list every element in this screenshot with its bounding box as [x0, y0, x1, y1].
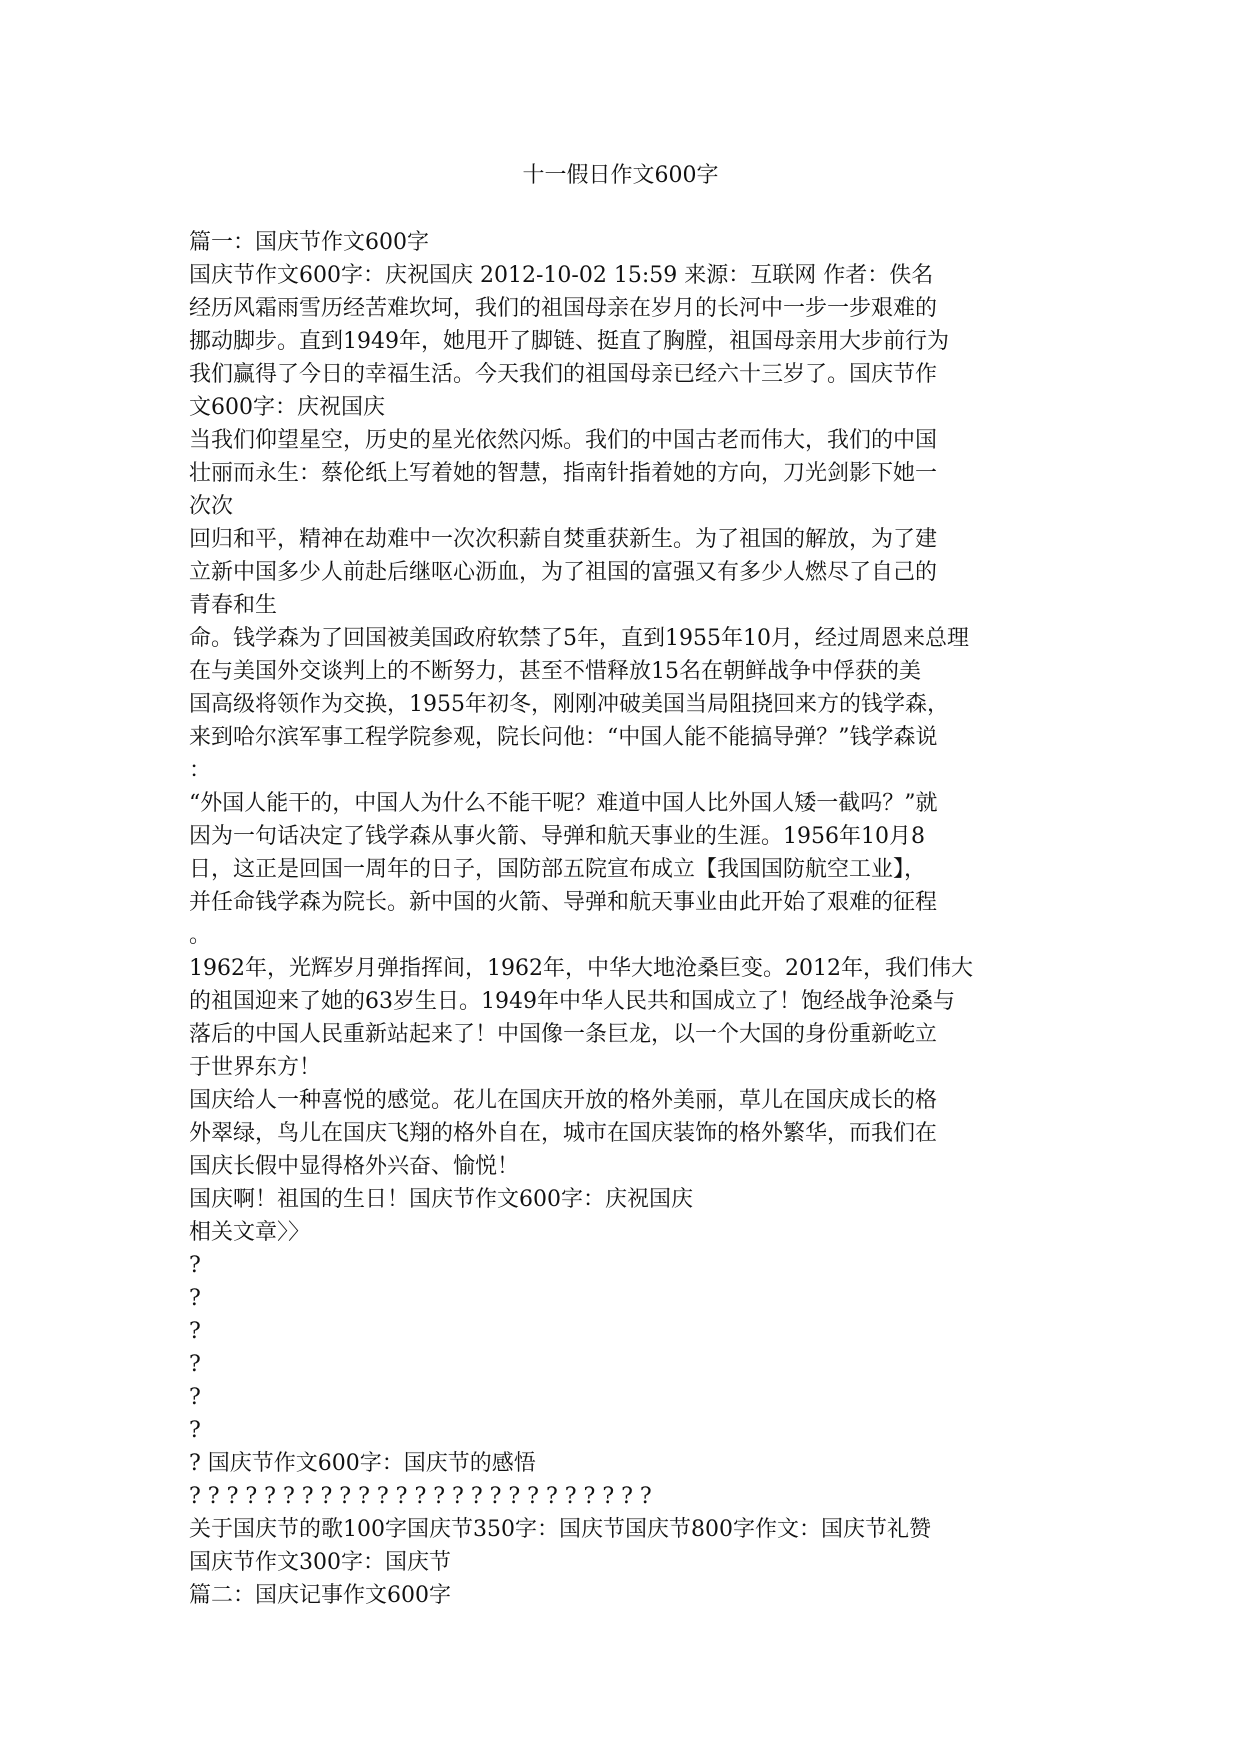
text-line: 在与美国外交谈判上的不断努力，甚至不惜释放15名在朝鲜战争中俘获的美	[189, 659, 921, 684]
text-line: 落后的中国人民重新站起来了！中国像一条巨龙，以一个大国的身份重新屹立	[189, 1022, 938, 1047]
text-line: 因为一句话决定了钱学森从事火箭、导弹和航天事业的生涯。1956年10月8	[189, 824, 925, 849]
text-line: 国高级将领作为交换，1955年初冬，刚刚冲破美国当局阻挠回来方的钱学森，	[189, 692, 949, 717]
text-line: 文600字：庆祝国庆	[189, 395, 385, 420]
text-line: 次次	[189, 494, 234, 519]
text-line: “外国人能干的，中国人为什么不能干呢？难道中国人比外国人矮一截吗？”就	[189, 791, 938, 816]
text-line: 命。钱学森为了回国被美国政府软禁了5年，直到1955年10月，经过周恩来总理	[189, 626, 969, 651]
text-line: ? ? ? ? ? ? ? ? ? ? ? ? ? ? ? ? ? ? ? ? ? ? ? ? ?	[189, 1484, 652, 1509]
text-line: 于世界东方！	[189, 1055, 322, 1080]
text-line: 的祖国迎来了她的63岁生日。1949年中华人民共和国成立了！饱经战争沧桑与	[189, 989, 955, 1014]
text-line: ?	[189, 1385, 201, 1410]
text-line: 国庆节作文300字：国庆节	[189, 1550, 451, 1575]
text-line: ?	[189, 1352, 201, 1377]
text-line: 国庆给人一种喜悦的感觉。花儿在国庆开放的格外美丽，草儿在国庆成长的格	[189, 1088, 938, 1113]
text-line: 我们赢得了今日的幸福生活。今天我们的祖国母亲已经六十三岁了。国庆节作	[189, 362, 938, 387]
text-line: 经历风霜雨雪历经苦难坎坷，我们的祖国母亲在岁月的长河中一步一步艰难的	[189, 296, 938, 321]
text-line: ?	[189, 1253, 201, 1278]
text-line: 关于国庆节的歌100字国庆节350字：国庆节国庆节800字作文：国庆节礼赞	[189, 1517, 931, 1542]
text-line: ?	[189, 1319, 201, 1344]
text-line: 来到哈尔滨军事工程学院参观，院长问他：“中国人能不能搞导弹？”钱学森说	[189, 725, 938, 750]
text-line: ?	[189, 1418, 201, 1443]
text-line: ：	[189, 758, 212, 783]
text-line: 青春和生	[189, 593, 278, 618]
text-line: 国庆长假中显得格外兴奋、愉悦！	[189, 1154, 520, 1179]
text-line: ?	[189, 1286, 201, 1311]
text-line: 立新中国多少人前赴后继呕心沥血，为了祖国的富强又有多少人燃尽了自己的	[189, 560, 938, 585]
text-line: 日，这正是回国一周年的日子，国防部五院宣布成立【我国国防航空工业】，	[189, 857, 927, 882]
text-line: 1962年，光辉岁月弹指挥间，1962年，中华大地沧桑巨变。2012年，我们伟大	[189, 956, 973, 981]
text-line: 。	[189, 923, 212, 948]
document-body	[189, 226, 1069, 1612]
text-line: 外翠绿，鸟儿在国庆飞翔的格外自在，城市在国庆装饰的格外繁华，而我们在	[189, 1121, 938, 1146]
text-line: 回归和平，精神在劫难中一次次积薪自焚重获新生。为了祖国的解放，为了建	[189, 527, 938, 552]
text-line: 篇一：国庆节作文600字	[189, 230, 429, 255]
text-line: 壮丽而永生：蔡伦纸上写着她的智慧，指南针指着她的方向，刀光剑影下她一	[189, 461, 938, 486]
text-line: 国庆啊！祖国的生日！国庆节作文600字：庆祝国庆	[189, 1187, 693, 1212]
text-line: 篇二：国庆记事作文600字	[189, 1583, 451, 1608]
text-line: 当我们仰望星空，历史的星光依然闪烁。我们的中国古老而伟大，我们的中国	[189, 428, 938, 453]
text-line: 并任命钱学森为院长。新中国的火箭、导弹和航天事业由此开始了艰难的征程	[189, 890, 938, 915]
text-line: ? 国庆节作文600字：国庆节的感悟	[189, 1451, 536, 1476]
document-title: 十一假日作文600字	[522, 163, 719, 188]
text-line: 国庆节作文600字：庆祝国庆 2012-10-02 15:59 来源：互联网 作者：佚名	[189, 263, 934, 288]
text-line: 挪动脚步。直到1949年，她甩开了脚链、挺直了胸膛，祖国母亲用大步前行为	[189, 329, 949, 354]
text-line: 相关文章〉〉	[189, 1220, 311, 1245]
